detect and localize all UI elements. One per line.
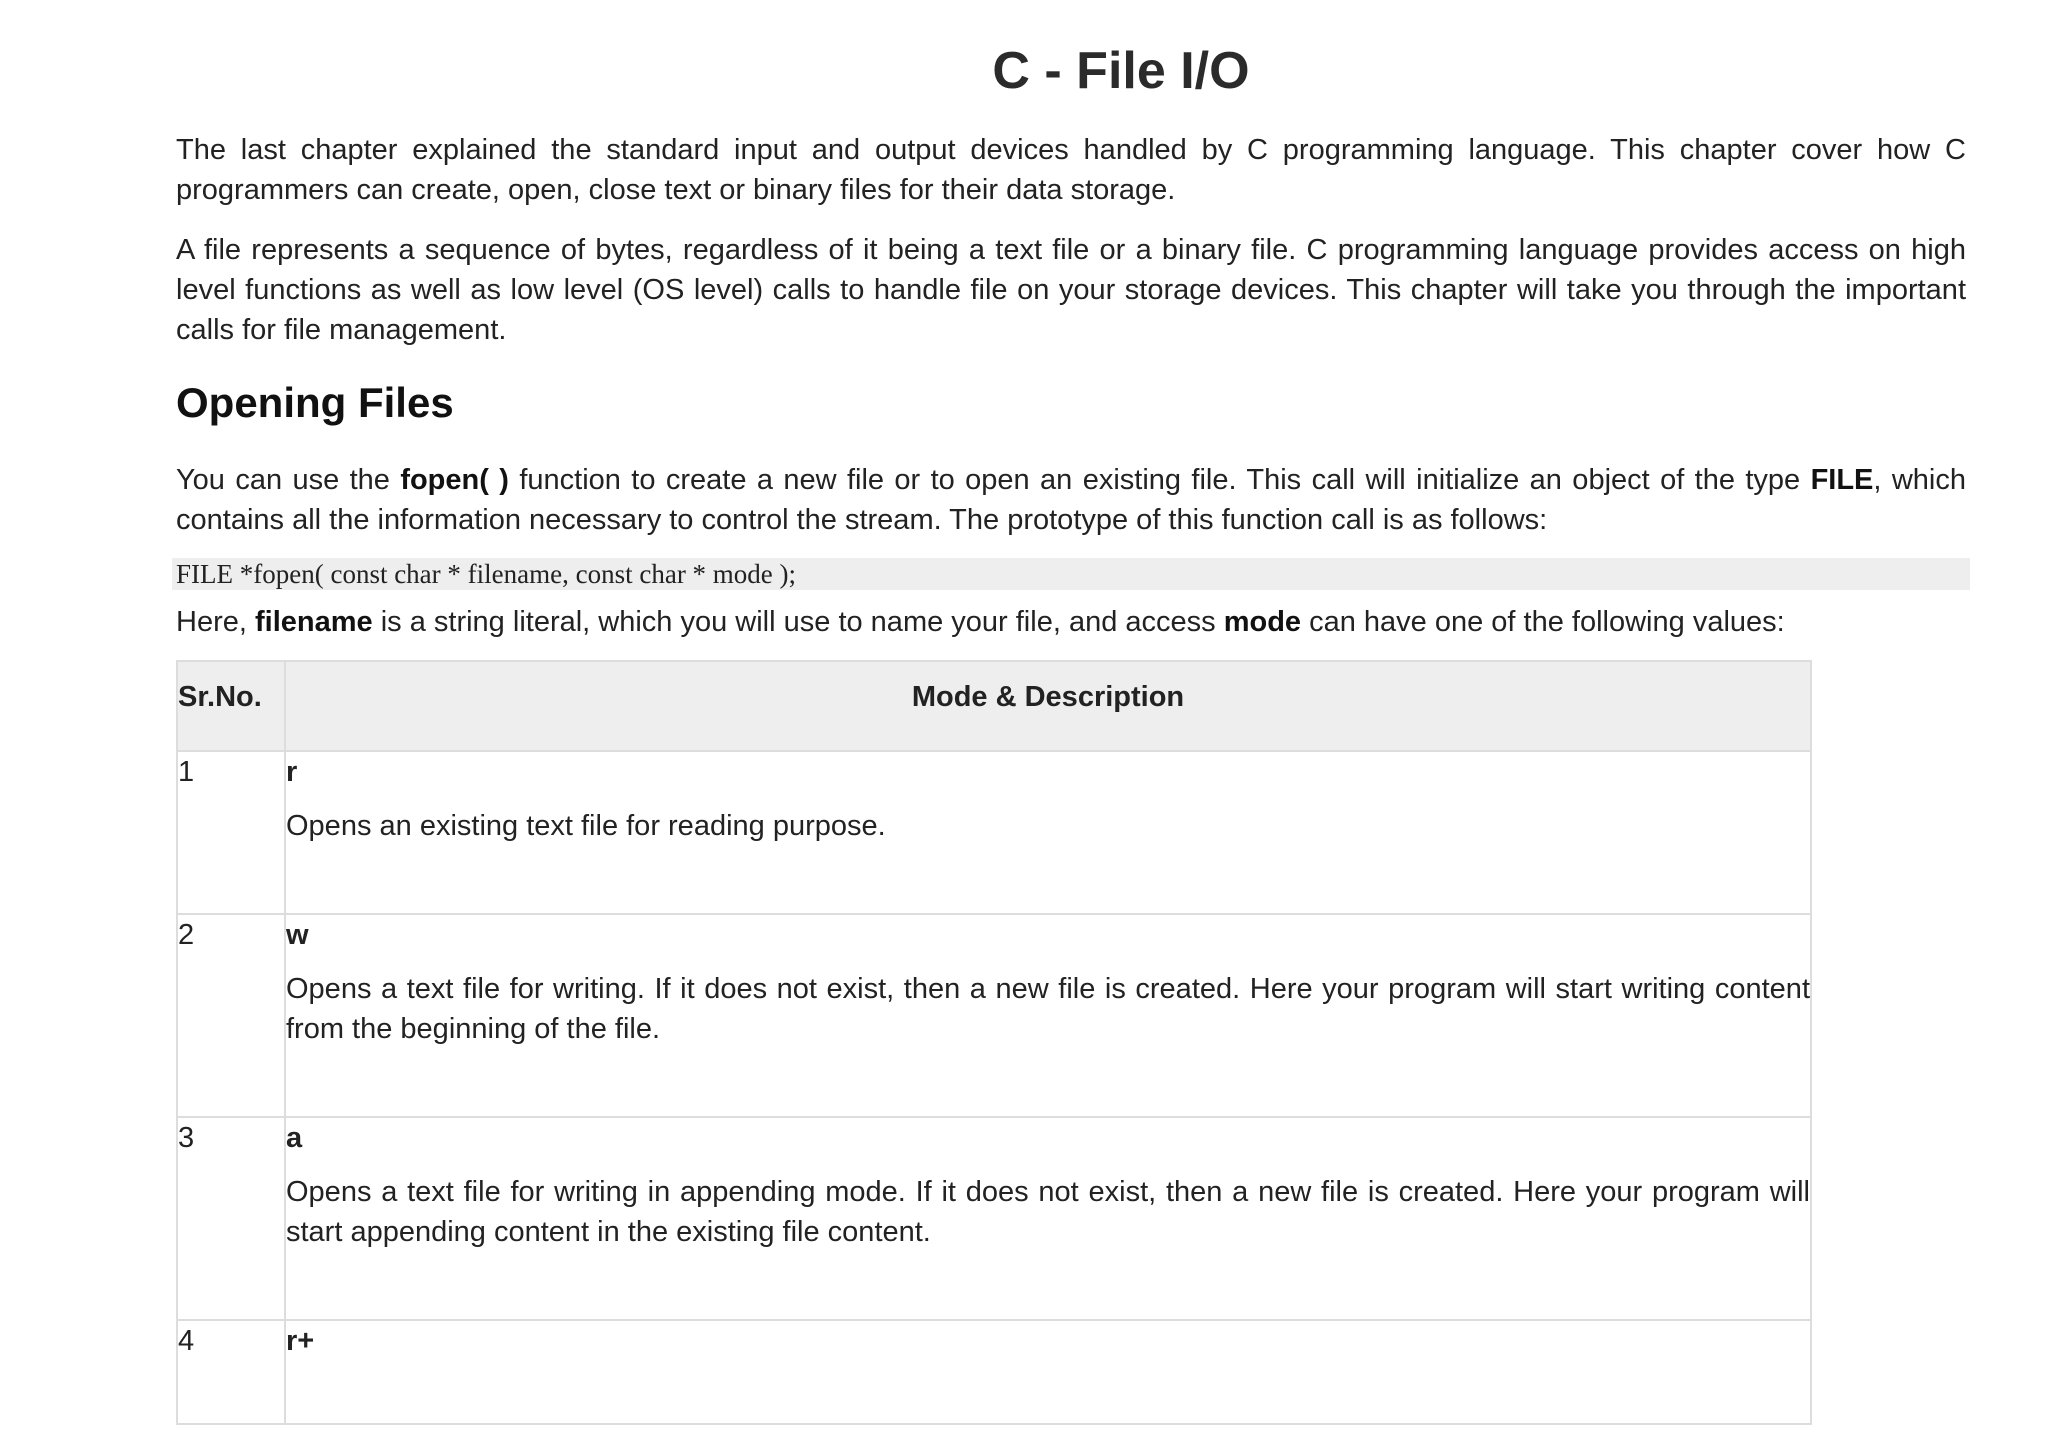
mode-code: w xyxy=(286,919,309,951)
row-number: 4 xyxy=(177,1320,285,1424)
row-description-cell xyxy=(285,1117,1811,1320)
code-snippet: FILE *fopen( const char * filename, const char * mode ); xyxy=(172,558,1970,590)
fopen-keyword: fopen( ) xyxy=(400,464,509,496)
mode-code: r xyxy=(286,756,298,788)
mode-code: a xyxy=(286,1122,303,1154)
filename-keyword: filename xyxy=(254,606,373,638)
table-row xyxy=(177,1320,1811,1424)
mode-intro-middle: is a string literal, which you will use to name your file, and access xyxy=(372,606,1224,638)
row-description-cell xyxy=(285,1320,1811,1424)
row-description-cell xyxy=(285,751,1811,914)
mode-intro-paragraph xyxy=(176,602,1966,642)
fopen-text-middle: function to create a new file or to open an existing file. This call will initialize an object of the type xyxy=(508,464,1811,496)
table-row xyxy=(177,914,1811,1117)
mode-keyword: mode xyxy=(1223,606,1302,638)
mode-description: Opens a text file for writing. If it does not exist, then a new file is created. Here your program will start writing content from the beginning of the file. xyxy=(286,973,1810,1045)
section-heading: Opening Files xyxy=(176,379,454,426)
header-srno: Sr.No. xyxy=(177,661,285,751)
page-title: C - File I/O xyxy=(992,42,1250,100)
row-number: 2 xyxy=(177,914,285,1117)
header-mode-description: Mode & Description xyxy=(285,661,1811,751)
fopen-text-before: You can use the xyxy=(176,464,401,496)
fopen-paragraph xyxy=(176,460,1966,540)
row-number: 1 xyxy=(177,751,285,914)
file-modes-table xyxy=(176,660,1812,1425)
file-type-keyword: FILE xyxy=(1810,464,1874,496)
mode-code: r+ xyxy=(286,1325,315,1357)
mode-intro-after: can have one of the following values: xyxy=(1301,606,1785,638)
fopen-text-after: , which contains all the information necessary to control the stream. The prototype of this function call is as follows: xyxy=(176,464,1966,536)
document-page xyxy=(176,36,1966,1425)
intro-paragraph-1: The last chapter explained the standard input and output devices handled by C programming language. This chapter cover how C programmers can create, open, close text or binary files for their data storage. xyxy=(176,134,1966,206)
table-row xyxy=(177,751,1811,914)
mode-intro-before: Here, xyxy=(176,606,255,638)
row-number: 3 xyxy=(177,1117,285,1320)
row-description-cell xyxy=(285,914,1811,1117)
mode-description: Opens an existing text file for reading purpose. xyxy=(286,810,886,842)
table-header-row xyxy=(177,661,1811,751)
intro-paragraph-2: A file represents a sequence of bytes, regardless of it being a text file or a binary file. C programming language provides access on high level functions as well as low level (OS level) calls to handle file on your storage devices. This chapter will take you through the important calls for file management. xyxy=(176,234,1966,346)
table-row xyxy=(177,1117,1811,1320)
mode-description: Opens a text file for writing in appending mode. If it does not exist, then a new file is created. Here your program will start appending content in the existing file content. xyxy=(286,1176,1810,1248)
